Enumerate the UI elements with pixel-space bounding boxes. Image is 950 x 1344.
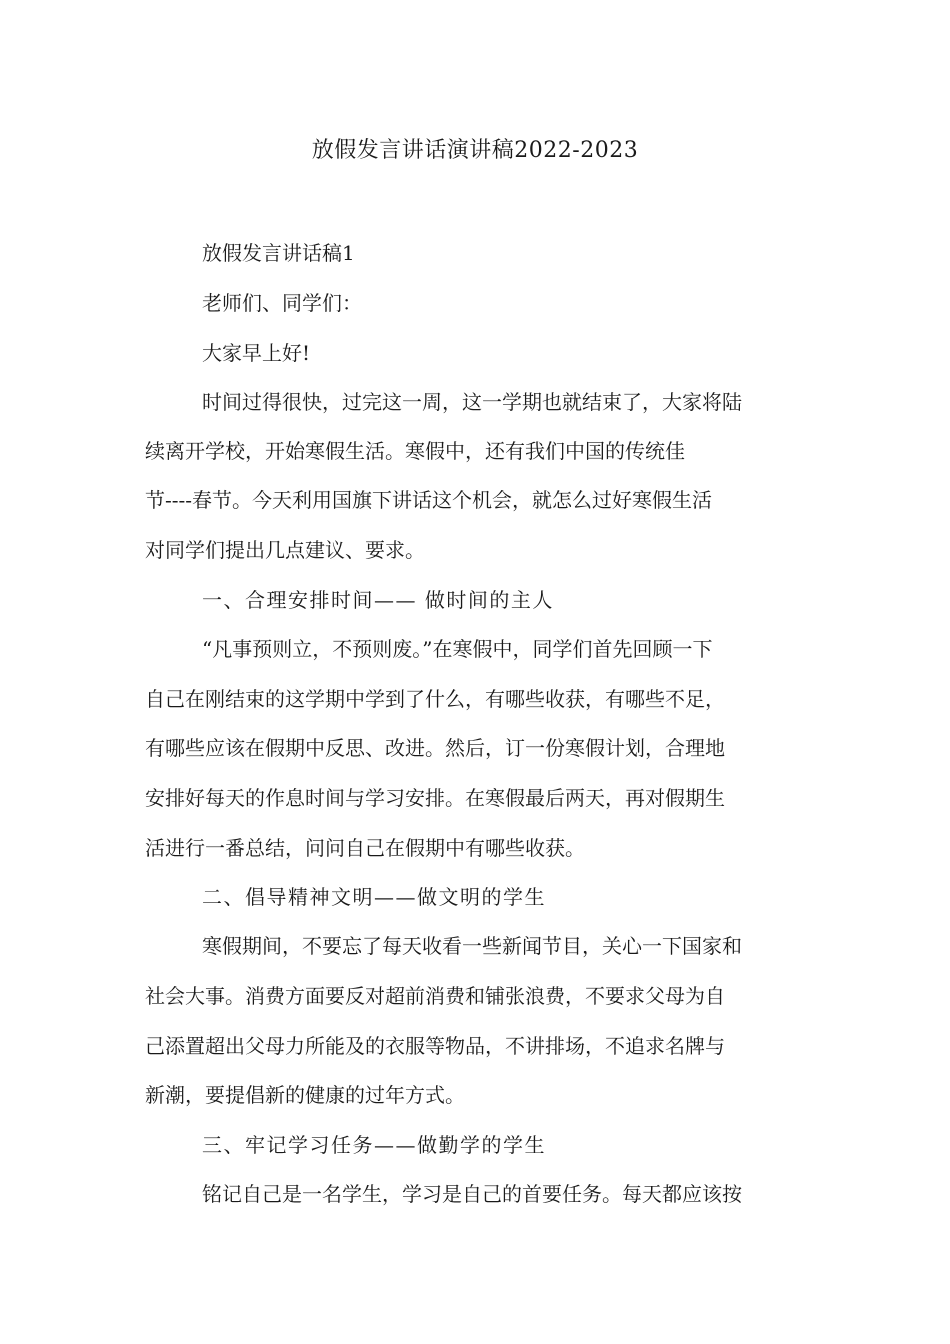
paragraph-line: 社会大事。消费方面要反对超前消费和铺张浪费，不要求父母为自 <box>145 984 725 1008</box>
section-heading: 一、合理安排时间—— 做时间的主人 <box>202 588 554 612</box>
paragraph-line: “凡事预则立，不预则废。”在寒假中，同学们首先回顾一下 <box>202 637 713 661</box>
greeting: 大家早上好! <box>202 341 311 365</box>
salutation: 老师们、同学们： <box>202 291 362 315</box>
paragraph-line: 时间过得很快，过完这一周，这一学期也就结束了，大家将陆 <box>202 390 742 414</box>
paragraph-line: 有哪些应该在假期中反思、改进。然后，订一份寒假计划，合理地 <box>145 736 725 760</box>
paragraph-line: 节----春节。今天利用国旗下讲话这个机会，就怎么过好寒假生活 <box>145 488 713 512</box>
paragraph-line: 新潮，要提倡新的健康的过年方式。 <box>145 1083 465 1107</box>
paragraph-line: 寒假期间，不要忘了每天收看一些新闻节目，关心一下国家和 <box>202 934 742 958</box>
paragraph-line: 活进行一番总结，问问自己在假期中有哪些收获。 <box>145 836 585 860</box>
section-label: 放假发言讲话稿1 <box>202 241 355 265</box>
paragraph-line: 安排好每天的作息时间与学习安排。在寒假最后两天，再对假期生 <box>145 786 725 810</box>
document-title: 放假发言讲话演讲稿2022-2023 <box>311 138 639 163</box>
paragraph-line: 己添置超出父母力所能及的衣服等物品，不讲排场，不追求名牌与 <box>145 1034 725 1058</box>
paragraph-line: 对同学们提出几点建议、要求。 <box>145 538 425 562</box>
paragraph-line: 铭记自己是一名学生，学习是自己的首要任务。每天都应该按 <box>202 1182 742 1206</box>
paragraph-line: 续离开学校，开始寒假生活。寒假中，还有我们中国的传统佳 <box>145 439 685 463</box>
section-heading: 二、倡导精神文明——做文明的学生 <box>202 885 546 909</box>
paragraph-line: 自己在刚结束的这学期中学到了什么，有哪些收获，有哪些不足， <box>145 687 725 711</box>
section-heading: 三、牢记学习任务——做勤学的学生 <box>202 1133 546 1157</box>
